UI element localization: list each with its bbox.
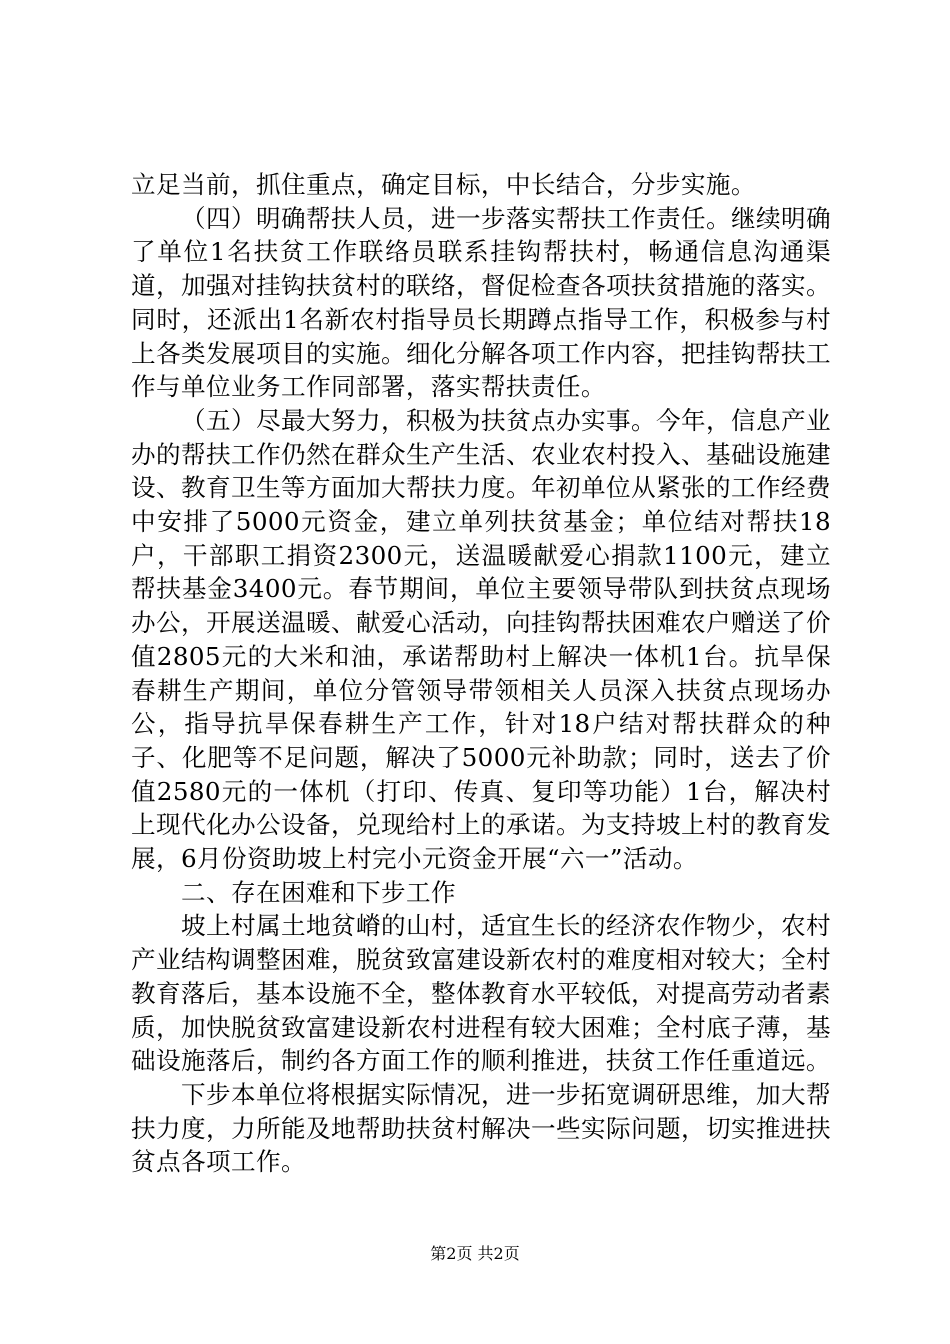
paragraph-next-steps: 下步本单位将根据实际情况，进一步拓宽调研思维，加大帮扶力度，力所能及地帮助扶贫村解决一些实际问题，切实推进扶贫点各项工作。 [131, 1079, 831, 1177]
paragraph-difficulties: 坡上村属土地贫嵴的山村，适宜生长的经济农作物少，农村产业结构调整困难，脱贫致富建设新农村的难度相对较大；全村教育落后，基本设施不全，整体教育水平较低，对提高劳动者素质，加快脱贫致富建设新农村进程有较大困难；全村底子薄，基础设施落后，制约各方面工作的顺利推进，扶贫工作任重道远。 [131, 911, 831, 1076]
section-heading-difficulties: 二、存在困难和下步工作 [181, 877, 456, 907]
paragraph-continuation: 立足当前，抓住重点，确定目标，中长结合，分步实施。 [131, 170, 756, 199]
paragraph-section-four: （四）明确帮扶人员，进一步落实帮扶工作责任。继续明确了单位1名扶贫工作联络员联系挂钩帮扶村，畅通信息沟通渠道，加强对挂钩扶贫村的联络，督促检查各项扶贫措施的落实。同时，还派出1名新农村指导员长期蹲点指导工作，积极参与村上各类发展项目的实施。细化分解各项工作内容，把挂钩帮扶工作与单位业务工作同部署，落实帮扶责任。 [131, 203, 831, 402]
document-body [131, 168, 831, 1179]
paragraph-section-five: （五）尽最大努力，积极为扶贫点办实事。今年，信息产业办的帮扶工作仍然在群众生产生活、农业农村投入、基础设施建设、教育卫生等方面加大帮扶力度。年初单位从紧张的工作经费中安排了5000元资金，建立单列扶贫基金；单位结对帮扶18户，干部职工捐资2300元，送温暖献爱心捐款1100元，建立帮扶基金3400元。春节期间，单位主要领导带队到扶贫点现场办公，开展送温暖、献爱心活动，向挂钩帮扶困难农户赠送了价值2805元的大米和油，承诺帮助村上解决一体机1台。抗旱保春耕生产期间，单位分管领导带领相关人员深入扶贫点现场办公，指导抗旱保春耕生产工作，针对18户结对帮扶群众的种子、化肥等不足问题，解决了5000元补助款；同时，送去了价值2580元的一体机（打印、传真、复印等功能）1台，解决村上现代化办公设备，兑现给村上的承诺。为支持坡上村的教育发展，6月份资助坡上村完小元资金开展“六一”活动。 [131, 405, 831, 874]
page-number-footer: 第2页 共2页 [430, 1244, 520, 1263]
